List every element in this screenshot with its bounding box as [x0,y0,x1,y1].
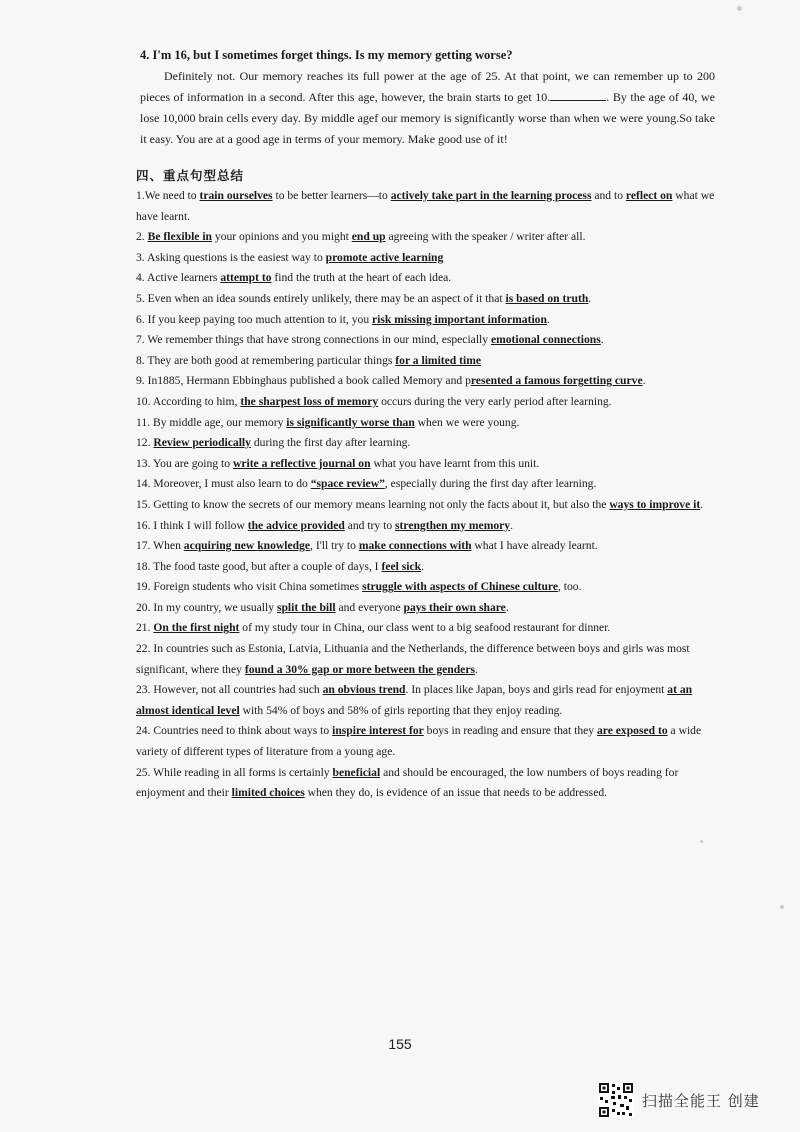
key-phrase: resented a famous forgetting curve [470,374,643,388]
sentence-text: . [505,600,509,614]
sentence-list [136,186,716,804]
sentence-item [136,248,716,269]
key-phrase: at an almost identical level [136,683,693,717]
sentence-text: and everyone [335,600,404,614]
sentence-text: . [600,333,604,347]
key-phrase: ways to improve it [609,497,701,511]
key-phrase: actively take part in the learning process [390,189,592,202]
sentence-text: . [421,559,424,573]
key-phrase: pays their own share [403,600,506,614]
sentence-item [136,330,716,351]
key-phrase: train ourselves [199,189,273,202]
sentence-text: 10. According to him, [136,394,241,408]
sentence-text: and should be encouraged, the low numbers of boys reading for enjoyment and their [136,765,679,800]
sentence-text: find the truth at the heart of each idea. [271,271,452,285]
sentence-item [136,433,716,454]
sentence-item [136,454,716,475]
sentence-item [136,371,716,392]
sentence-item [136,351,716,372]
sentence-text: boys in reading and ensure that they [423,724,597,738]
key-phrase: limited choices [231,786,305,800]
key-phrase: the sharpest loss of memory [240,394,379,408]
sentence-text: when we were young. [414,415,520,429]
sentence-text: and to [591,189,626,202]
key-phrase: On the first night [153,621,240,635]
key-phrase: acquiring new knowledge [183,539,311,553]
sentence-item [136,392,716,413]
sentence-text: to be better learners—to [272,189,391,202]
sentence-text: 15. Getting to know the secrets of our memory means learning not only the facts about it, but also the [136,497,610,511]
key-phrase: inspire interest for [332,724,424,738]
sentence-item [136,557,716,578]
sentence-text: 9. In1885, Hermann Ebbinghaus published a book called Memory and p [136,374,471,388]
question-paragraph [140,66,715,150]
sentence-text: , too. [557,580,582,594]
sentence-text: 13. You are going to [136,456,233,470]
sentence-item [136,618,716,639]
sentence-text: 19. Foreign students who visit China sometimes [136,580,363,594]
key-phrase: Review periodically [153,436,251,450]
key-phrase: found a 30% gap or more between the genders [244,662,475,676]
sentence-text: 1.We need to [136,189,200,202]
sentence-item [136,639,716,680]
sentence-text: what I have already learnt. [471,539,598,553]
sentence-item [136,598,716,619]
sentence-item [136,186,716,227]
key-phrase: write a reflective journal on [232,456,371,470]
sentence-text: 16. I think I will follow [136,518,248,532]
sentence-text: occurs during the very early period after learning. [378,394,612,408]
key-phrase: risk missing important information [372,312,547,326]
paragraph-text-before: Definitely not. Our memory reaches its full power at the age of 25. At that point, we can remember up to 200 pieces of information in a second. After this age, however, the brain starts to get 10. [140,69,715,104]
watermark-label: 扫描全能王 创建 [642,1091,760,1110]
section-heading: 四、重点句型总结 [136,168,245,183]
sentence-text: 21. [136,621,154,635]
sentence-text: 14. Moreover, I must also learn to do [136,477,311,491]
sentence-text: what we have learnt. [136,189,715,223]
key-phrase: struggle with aspects of Chinese culture [362,580,558,594]
sentence-item [136,763,716,804]
sentence-text: with 54% of boys and 58% of girls reporting that they enjoy reading. [239,703,563,717]
key-phrase: emotional connections [490,333,601,347]
sentence-text: during the first day after learning. [250,436,411,450]
sentence-item [136,721,716,762]
key-phrase: promote active learning [325,250,444,264]
sentence-text: 5. Even when an idea sounds entirely unlikely, there may be an aspect of it that [136,291,506,305]
key-phrase: “space review” [310,477,385,491]
sentence-text: 24. Countries need to think about ways to [136,724,333,738]
sentence-text: 11. By middle age, our memory [136,415,287,429]
sentence-text: 17. When [136,539,184,553]
sentence-text: 20. In my country, we usually [136,600,277,614]
sentence-text: , I'll try to [310,539,359,553]
scanner-watermark [598,1082,760,1118]
sentence-text: 3. Asking questions is the easiest way to [136,250,326,264]
key-phrase: feel sick [381,559,422,573]
sentence-text: and try to [344,518,396,532]
sentence-text: 8. They are both good at remembering particular things [136,353,396,367]
sentence-text: 7. We remember things that have strong connections in our mind, especially [136,333,491,347]
scan-speck [780,905,784,909]
sentence-item [136,227,716,248]
sentence-text: . [642,374,646,388]
qr-code-icon [598,1082,634,1118]
sentence-item [136,289,716,310]
sentence-item [136,680,716,721]
sentence-item [136,495,716,516]
key-phrase: an obvious trend [322,683,406,697]
sentence-item [136,577,716,598]
sentence-text: . [510,518,513,532]
sentence-text: your opinions and you might [212,230,352,244]
page-number: 155 [388,1036,412,1052]
question-title: 4. I'm 16, but I sometimes forget things. Is my memory getting worse? [140,48,513,62]
key-phrase: are exposed to [597,724,668,738]
sentence-text: of my study tour in China, our class went to a big seafood restaurant for dinner. [239,621,611,635]
sentence-text: when they do, is evidence of an issue that needs to be addressed. [304,786,608,800]
key-phrase: split the bill [276,600,336,614]
sentence-text: a wide variety of different types of literature from a young age. [136,724,702,759]
sentence-item [136,413,716,434]
key-phrase: is significantly worse than [286,415,415,429]
key-phrase: reflect on [625,189,673,202]
sentence-text: 12. [136,436,154,450]
sentence-item [136,474,716,495]
sentence-item [136,268,716,289]
sentence-item [136,516,716,537]
scan-speck [737,6,742,11]
sentence-item [136,310,716,331]
sentence-text: . [588,291,592,305]
key-phrase: attempt to [220,271,272,285]
key-phrase: for a limited time [395,353,482,367]
key-phrase: end up [351,230,386,244]
sentence-text: 4. Active learners [136,271,221,285]
sentence-text: , especially during the first day after learning. [384,477,597,491]
sentence-text: . [700,497,704,511]
sentence-text: . In places like Japan, boys and girls read for enjoyment [405,683,668,697]
key-phrase: make connections with [358,539,472,553]
sentence-text: . [546,312,550,326]
sentence-text: 6. If you keep paying too much attention to it, you [136,312,373,326]
sentence-text: agreeing with the speaker / writer after all. [385,230,586,244]
sentence-text: 18. The food taste good, but after a couple of days, I [136,559,382,573]
answer-blank[interactable] [550,89,606,101]
sentence-item [136,536,716,557]
sentence-text: . [474,662,478,676]
key-phrase: strengthen my memory [395,518,511,532]
sentence-text: 23. However, not all countries had such [136,683,323,697]
key-phrase: the advice provided [247,518,345,532]
key-phrase: is based on truth [505,291,589,305]
scan-speck [700,840,703,843]
key-phrase: Be flexible in [147,230,212,244]
sentence-text: 25. While reading in all forms is certainly [136,765,333,779]
key-phrase: beneficial [332,765,381,779]
sentence-text: what you have learnt from this unit. [370,456,540,470]
paragraph-text-after: . By the age of 40, we lose 10,000 brain cells every day. By middle agef our memory is significantly worse than when we were young.So take it easy. You are at a good age in terms of your memory. Make good use of it! [140,90,715,146]
sentence-text: 22. In countries such as Estonia, Latvia, Lithuania and the Netherlands, the difference between boys and girls was most significant, where they [136,642,690,676]
sentence-text: 2. [136,230,148,244]
